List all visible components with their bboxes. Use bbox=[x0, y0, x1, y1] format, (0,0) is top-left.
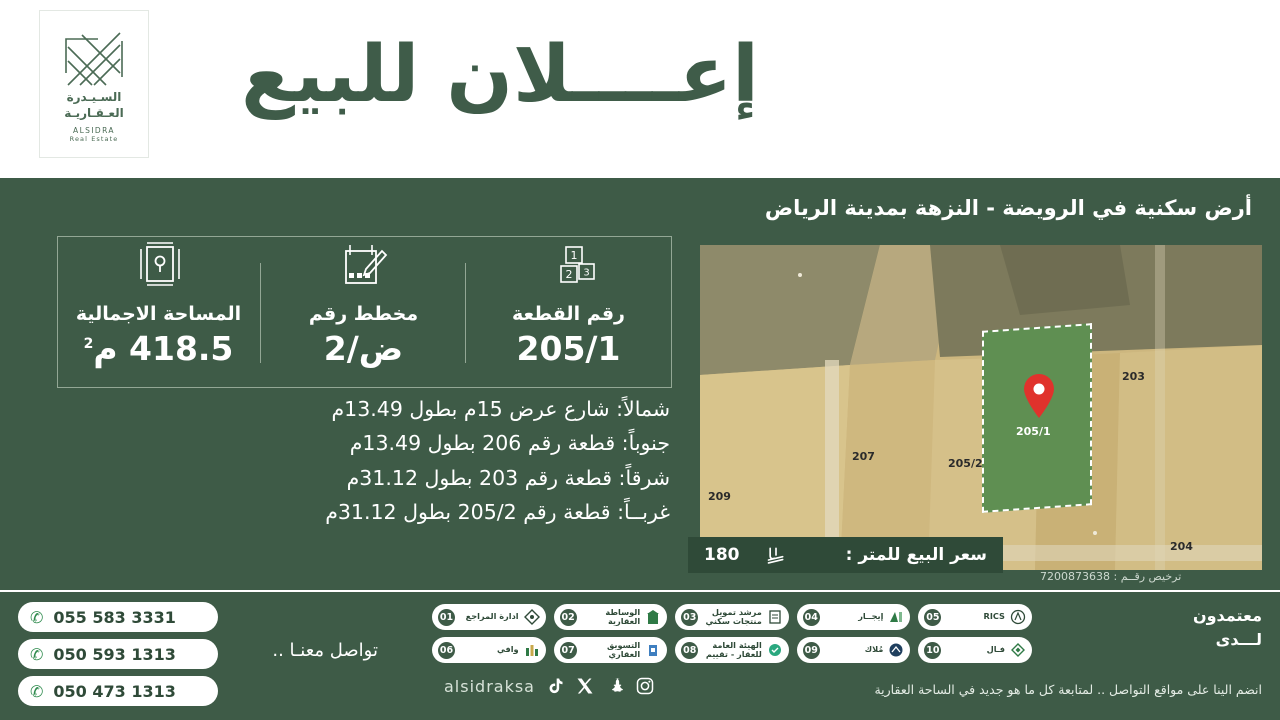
phone-number: 050 473 1313 bbox=[53, 681, 176, 701]
instagram-icon[interactable] bbox=[635, 676, 655, 696]
badge-item[interactable] bbox=[797, 637, 911, 663]
plot-number-icon bbox=[466, 237, 671, 295]
area-map-icon bbox=[56, 237, 261, 295]
location-pin-icon bbox=[1022, 373, 1056, 419]
phone-button[interactable] bbox=[18, 639, 218, 669]
list-item: شرقاً: قطعة رقم 203 بطول 31.12م bbox=[346, 465, 670, 490]
badge-icon-05 bbox=[1010, 609, 1026, 625]
certified-label bbox=[1132, 604, 1262, 652]
badge-item[interactable] bbox=[918, 637, 1032, 663]
info-cell-plan-number bbox=[261, 237, 466, 389]
badge-icon-10 bbox=[1010, 642, 1026, 658]
badge-item[interactable] bbox=[554, 604, 668, 630]
phone-number: 055 583 3331 bbox=[53, 607, 176, 627]
badge-label: إيجــار bbox=[858, 611, 884, 622]
badge-item[interactable] bbox=[432, 604, 546, 630]
phone-button[interactable] bbox=[18, 602, 218, 632]
info-label: المساحة الاجمالية bbox=[75, 303, 242, 325]
info-value: ض/2 bbox=[323, 329, 404, 368]
badge-label: التسويق العقاري bbox=[607, 639, 641, 659]
x-icon[interactable] bbox=[575, 676, 595, 696]
badge-item[interactable] bbox=[918, 604, 1032, 630]
badge-number: 03 bbox=[681, 609, 698, 626]
badge-number: 06 bbox=[438, 642, 455, 659]
badge-label: مُلاك bbox=[864, 644, 884, 655]
logo-ar-line1: السـيـدرة bbox=[66, 89, 122, 104]
property-subtitle: أرض سكنية في الرويضة - النزهة بمدينة الرياض bbox=[764, 196, 1252, 220]
page-title: إعــــلان للبيع bbox=[241, 30, 759, 120]
phone-icon: ✆ bbox=[30, 607, 44, 627]
tiktok-icon[interactable] bbox=[545, 676, 565, 696]
badge-icon-06 bbox=[524, 642, 540, 658]
area-unit: م bbox=[93, 329, 118, 368]
badge-label: الوساطة العقارية bbox=[605, 606, 641, 626]
price-value: 180 bbox=[704, 545, 740, 565]
property-info-card bbox=[57, 236, 672, 388]
badge-item[interactable] bbox=[554, 637, 668, 663]
follow-text: انضم الينا على مواقع التواصل .. لمتابعة كل ما هو جديد في الساحة العقارية bbox=[874, 682, 1262, 697]
badge-row bbox=[432, 604, 1032, 630]
map-neighbor-label: 205/2 bbox=[948, 457, 983, 470]
info-cell-total-area bbox=[56, 237, 261, 389]
license-number: ترخيص رقــم : 7200873638 bbox=[1040, 570, 1182, 583]
price-label: سعر البيع للمتر : bbox=[845, 545, 987, 565]
phone-number: 050 593 1313 bbox=[53, 644, 176, 664]
phone-icon: ✆ bbox=[30, 644, 44, 664]
badge-number: 07 bbox=[560, 642, 577, 659]
header bbox=[0, 0, 1280, 178]
badge-label: فـال bbox=[986, 644, 1005, 655]
badge-number: 05 bbox=[924, 609, 941, 626]
price-bar bbox=[688, 537, 1003, 573]
badge-icon-01 bbox=[524, 609, 540, 625]
info-label: رقم القطعة bbox=[512, 303, 625, 325]
social-handle: alsidraksa bbox=[444, 676, 535, 696]
phone-button[interactable] bbox=[18, 676, 218, 706]
badge-item[interactable] bbox=[675, 637, 789, 663]
saudi-riyal-icon bbox=[766, 545, 786, 565]
badge-label: مرشد تمويل منتجات سكني bbox=[705, 606, 762, 626]
info-cell-plot-number bbox=[466, 237, 671, 389]
area-unit-sup: 2 bbox=[83, 336, 94, 352]
badge-item[interactable] bbox=[797, 604, 911, 630]
map-image bbox=[700, 245, 1262, 570]
map-neighbor-label: 204 bbox=[1170, 540, 1193, 553]
parcel-label: 205/1 bbox=[1016, 425, 1051, 438]
svg-text:3: 3 bbox=[582, 267, 590, 279]
badge-item[interactable] bbox=[432, 637, 546, 663]
svg-text:2: 2 bbox=[565, 268, 572, 281]
contact-us-label: تواصل معنـا .. bbox=[272, 640, 378, 661]
certified-line2: لـــدى bbox=[1215, 630, 1262, 649]
map-neighbor-label: 209 bbox=[708, 490, 731, 503]
snapchat-icon[interactable] bbox=[605, 676, 625, 696]
social-links bbox=[436, 676, 655, 696]
badge-row bbox=[432, 637, 1032, 663]
certified-line1: معتمدون bbox=[1192, 606, 1262, 625]
info-value: 205/1 bbox=[516, 329, 621, 368]
badge-number: 10 bbox=[924, 642, 941, 659]
logo-english-text bbox=[70, 126, 119, 143]
badge-item[interactable] bbox=[675, 604, 789, 630]
badge-icon-04 bbox=[888, 609, 904, 625]
badge-label: ادارة المراجع bbox=[465, 611, 519, 622]
logo-ar-line2: العـقـاريـة bbox=[64, 105, 124, 120]
badge-icon-08 bbox=[767, 642, 783, 658]
badge-label: وافي bbox=[497, 644, 519, 655]
badge-icon-09 bbox=[888, 642, 904, 658]
badge-icon-03 bbox=[767, 609, 783, 625]
badge-icon-02 bbox=[645, 609, 661, 625]
badge-label: الهيئة العامة للعقار - تقييم bbox=[705, 639, 762, 659]
logo-en-line1: ALSIDRA bbox=[73, 126, 115, 135]
badge-number: 04 bbox=[803, 609, 820, 626]
logo-en-line2: Real Estate bbox=[69, 135, 119, 143]
badge-number: 02 bbox=[560, 609, 577, 626]
badge-label: RICS bbox=[983, 611, 1005, 622]
list-item: شمالاً: شارع عرض 15م بطول 13.49م bbox=[331, 397, 670, 421]
certification-badges bbox=[432, 604, 1032, 670]
badge-number: 01 bbox=[438, 609, 455, 626]
badge-icon-07 bbox=[645, 642, 661, 658]
satellite-map[interactable] bbox=[700, 245, 1262, 570]
phone-list bbox=[18, 602, 218, 713]
list-item: غربــاً: قطعة رقم 205/2 بطول 31.12م bbox=[325, 500, 670, 525]
map-neighbor-label: 203 bbox=[1122, 370, 1145, 383]
boundaries-list bbox=[20, 392, 670, 530]
list-item: جنوباً: قطعة رقم 206 بطول 13.49م bbox=[349, 431, 670, 456]
area-value: 418.5 bbox=[129, 329, 234, 368]
svg-text:1: 1 bbox=[570, 249, 577, 262]
phone-icon: ✆ bbox=[30, 681, 44, 701]
badge-number: 09 bbox=[803, 642, 820, 659]
plan-document-icon bbox=[261, 237, 466, 295]
map-neighbor-label: 207 bbox=[852, 450, 875, 463]
badge-number: 08 bbox=[681, 642, 698, 659]
info-label: مخطط رقم bbox=[308, 303, 419, 325]
info-value bbox=[56, 329, 261, 368]
